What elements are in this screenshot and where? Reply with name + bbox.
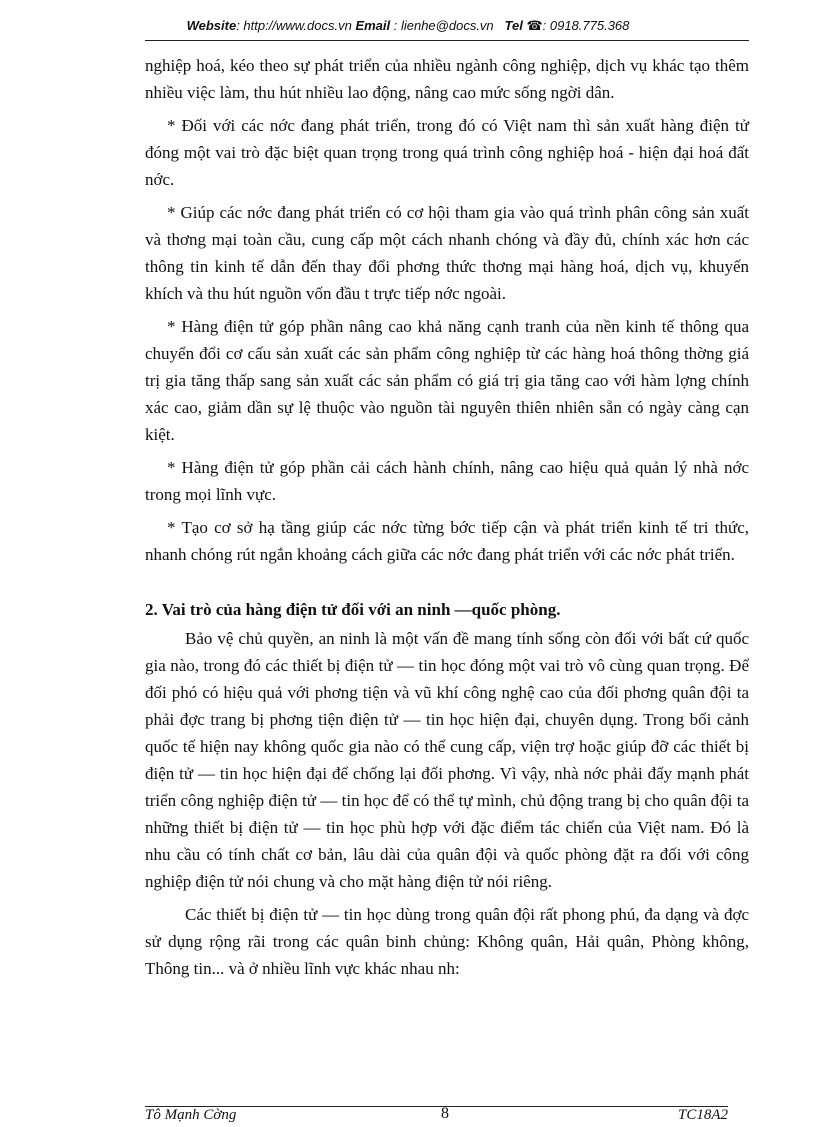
- paragraph-bullet: * Đối với các nớc đang phát triển, trong đó có Việt nam thì sản xuất hàng điện tử đóng một vai trò đặc biệt quan trọng trong quá trình công nghiệp hoá - hiện đại hoá đất nớc.: [145, 116, 749, 189]
- tel-value: : 0918.775.368: [542, 18, 630, 33]
- section-paragraph: Các thiết bị điện tử — tin học dùng trong quân đội rất phong phú, đa dạng và đợc sử dụng rộng rãi trong các quân binh chủng: Không quân, Hải quân, Phòng không, Thông tin... và ở nhiều lĩnh vực khác nhau nh:: [145, 905, 749, 978]
- phone-icon: ☎: [526, 18, 543, 33]
- paragraph-bullet: * Hàng điện tử góp phần cải cách hành chính, nâng cao hiệu quả quản lý nhà nớc trong mọi lĩnh vực.: [145, 458, 749, 504]
- email-value: : lienhe@docs.vn: [390, 18, 494, 33]
- header-divider: [145, 40, 749, 41]
- website-value: : http://www.docs.vn: [236, 18, 352, 33]
- paragraph-bullet: * Giúp các nớc đang phát triển có cơ hội tham gia vào quá trình phân công sản xuất và thơng mại toàn cầu, cung cấp một cách nhanh chóng và đầy đủ, chính xác hơn các thông tin kinh tế dẫn đến thay đổi phơng thức thơng mại hàng hoá, dịch vụ, khuyến khích và thu hút nguồn vốn đầu t trực tiếp nớc ngoài.: [145, 203, 749, 303]
- website-label: Website: [186, 18, 237, 33]
- section-paragraph: Bảo vệ chủ quyền, an ninh là một vấn đề mang tính sống còn đối với bất cứ quốc gia nào, trong đó các thiết bị điện tử — tin học đóng một vai trò vô cùng quan trọng. Để đối phó có hiệu quả với phơng tiện và vũ khí công nghệ cao của đối phơng quân đội ta phải đợc trang bị phơng tiện điện tử — tin học hiện đại, chuyên dụng. Trong bối cảnh quốc tế hiện nay không quốc gia nào có thể cung cấp, viện trợ hoặc giúp đỡ các thiết bị điện tử — tin học hiện đại để chống lại đối phơng. Vì vậy, nhà nớc phải đẩy mạnh phát triển công nghiệp điện tử — tin học để có thể tự mình, chủ động trang bị cho quân đội ta những thiết bị điện tử — tin học phù hợp với đặc điểm tác chiến của Việt nam. Đó là nhu cầu có tính chất cơ bản, lâu dài của quân đội và quốc phòng đặt ra đối với công nghiệp điện tử nói chung và cho mặt hàng điện tử nói riêng.: [145, 629, 749, 891]
- tel-label: Tel: [504, 18, 523, 33]
- page-header: [0, 18, 816, 34]
- footer-author: Tô Mạnh Cờng: [145, 1107, 237, 1123]
- paragraph-continued: nghiệp hoá, kéo theo sự phát triển của nhiều ngành công nghiệp, dịch vụ khác tạo thêm nhiều việc làm, thu hút nhiều lao động, nâng cao mức sống ngời dân.: [145, 56, 749, 102]
- page-number: 8: [441, 1105, 449, 1122]
- section-heading: 2. Vai trò của hàng điện tử đối với an ninh —quốc phòng.: [145, 600, 561, 619]
- document-body: [145, 52, 749, 982]
- email-label: Email: [355, 18, 391, 33]
- paragraph-bullet: * Hàng điện tử góp phần nâng cao khả năng cạnh tranh của nền kinh tế thông qua chuyển đổi cơ cấu sản xuất các sản phẩm công nghiệp từ các hàng hoá thông thờng giá trị gia tăng thấp sang sản xuất các sản phẩm có giá trị gia tăng cao với hàm lợng chính xác cao, giảm dần sự lệ thuộc vào nguồn tài nguyên thiên nhiên sẵn có ngày càng cạn kiệt.: [145, 317, 749, 444]
- paragraph-bullet: * Tạo cơ sở hạ tầng giúp các nớc từng bớc tiếp cận và phát triển kinh tế tri thức, nhanh chóng rút ngắn khoảng cách giữa các nớc đang phát triển với các nớc phát triển.: [145, 518, 749, 564]
- footer-class-code: TC18A2: [677, 1107, 728, 1123]
- page-footer: [145, 1105, 728, 1127]
